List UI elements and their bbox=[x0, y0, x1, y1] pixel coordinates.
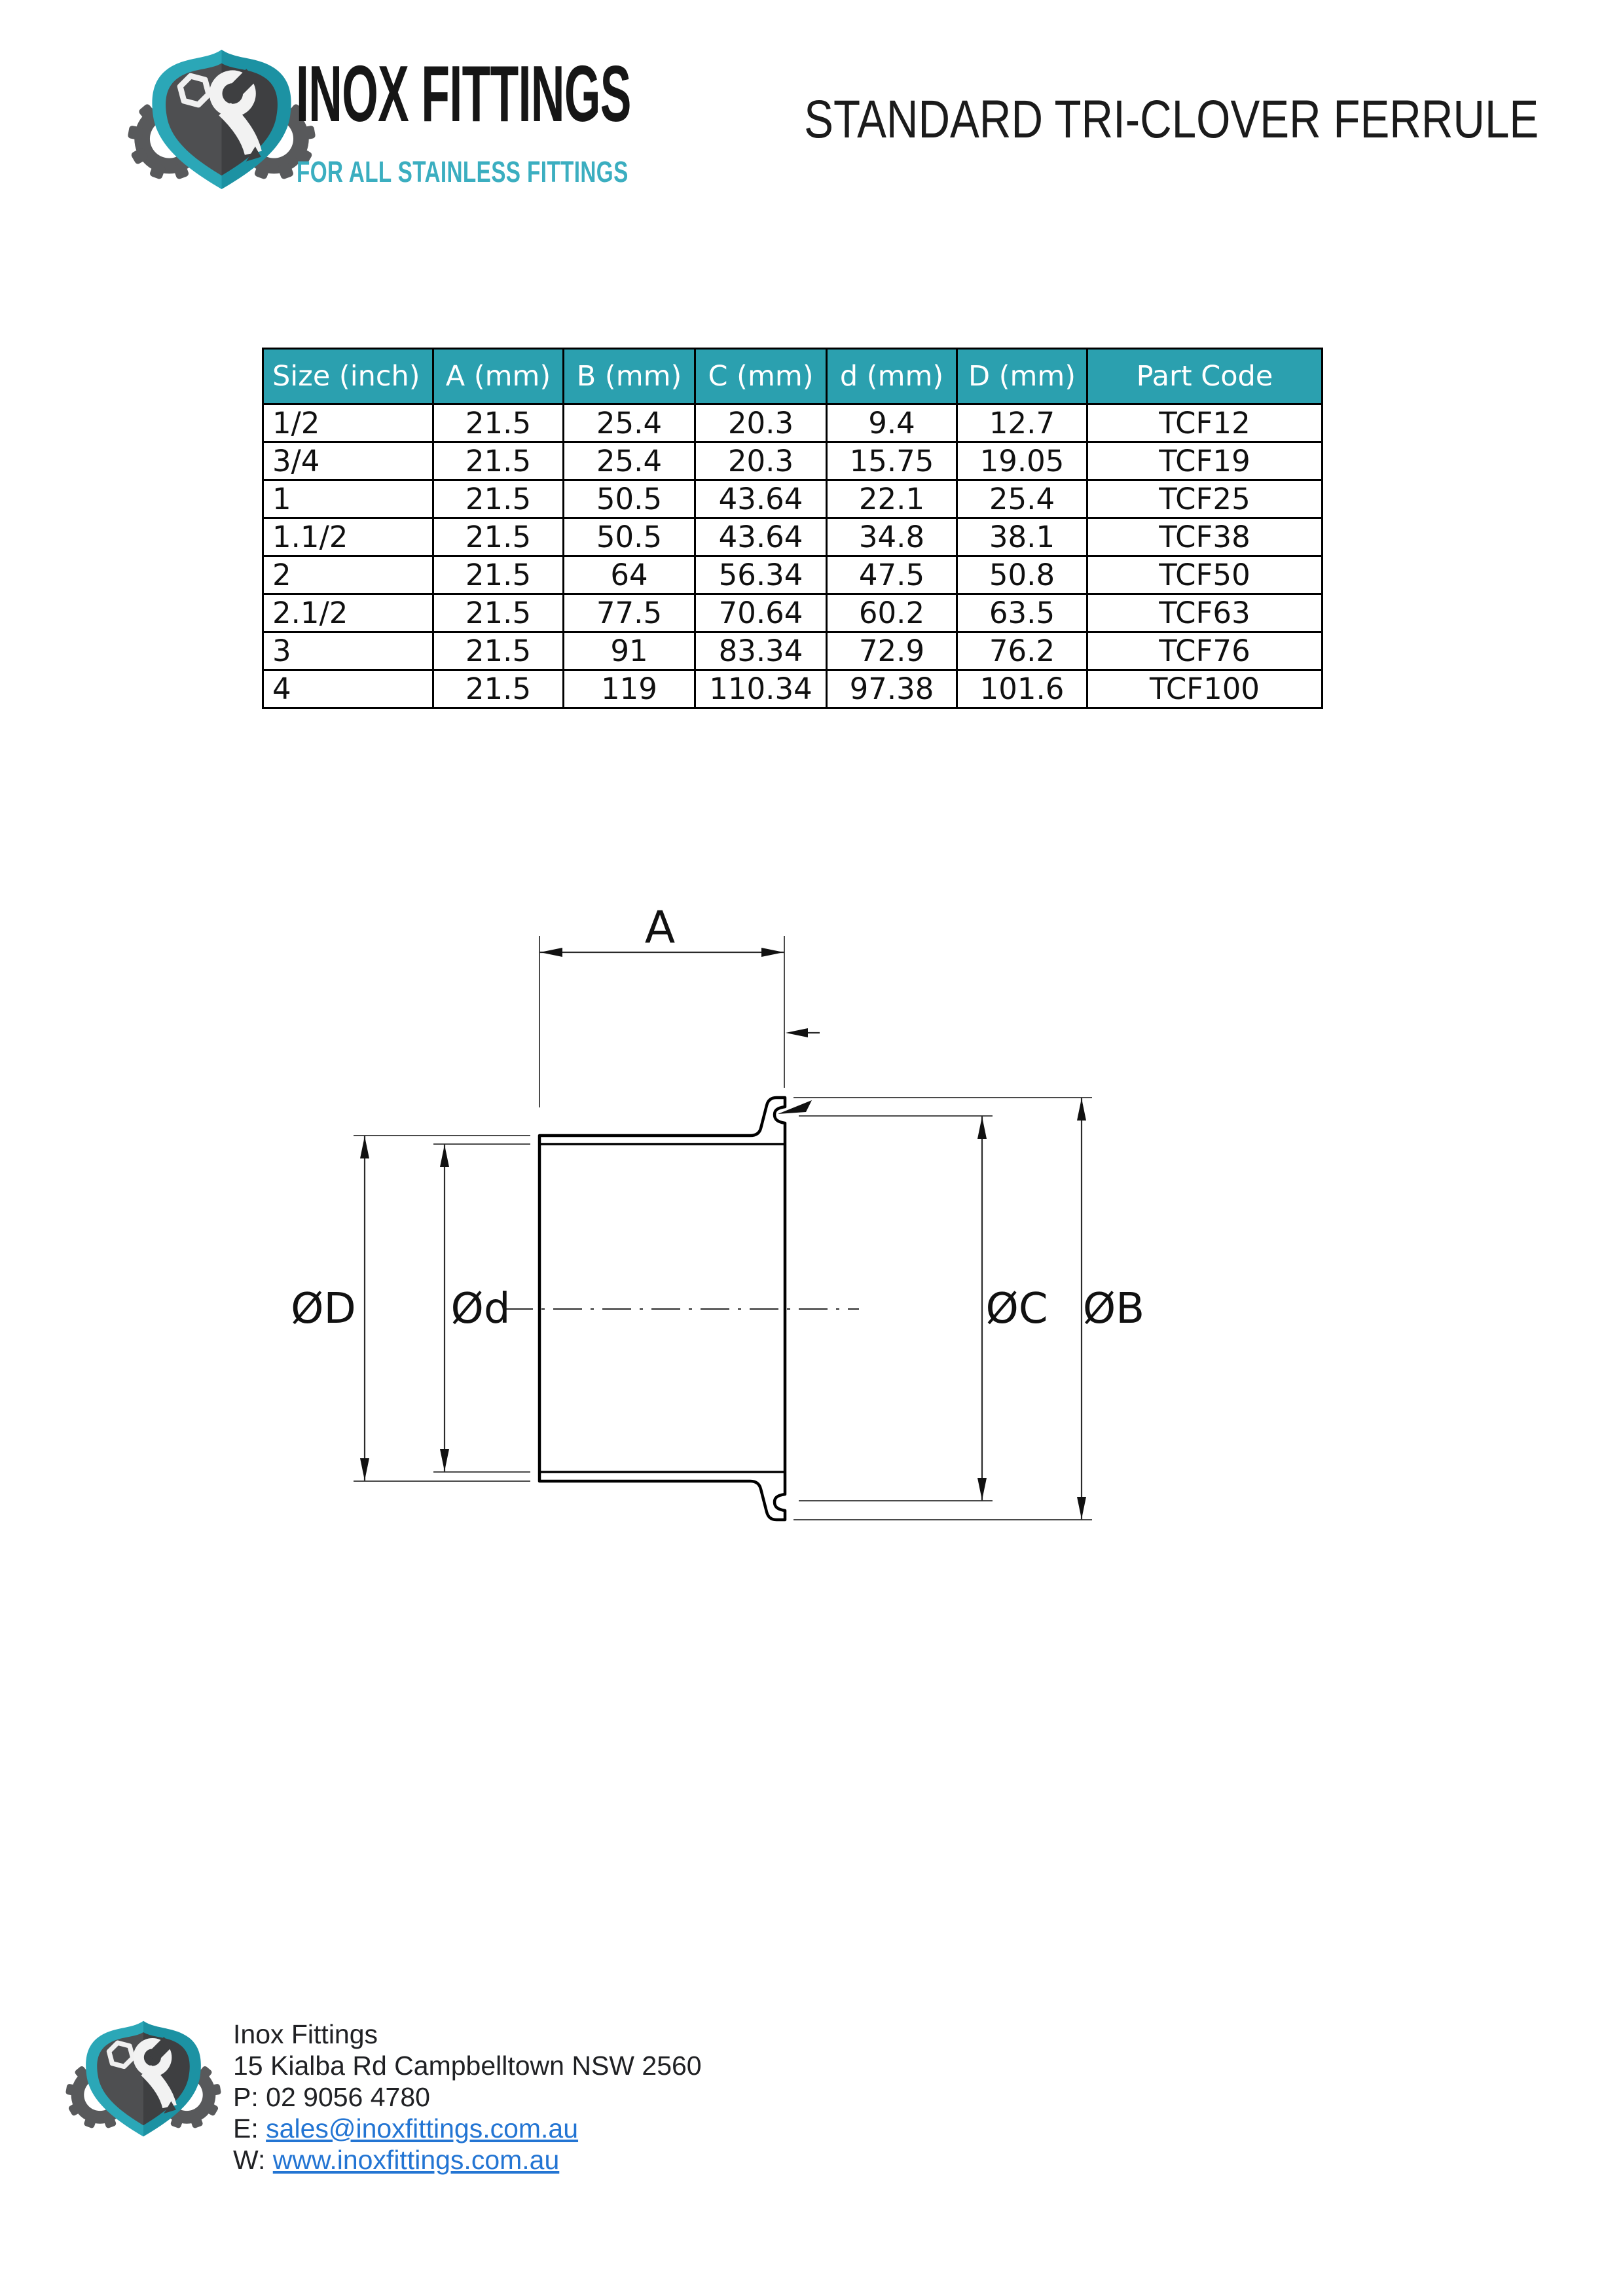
cell-d: 47.5 bbox=[827, 556, 957, 594]
dimension-table bbox=[262, 348, 1323, 709]
cell-b: 119 bbox=[564, 670, 695, 708]
cell-b: 25.4 bbox=[564, 404, 695, 442]
col-header-b: B (mm) bbox=[564, 349, 695, 404]
table-row bbox=[263, 594, 1322, 632]
cell-a: 21.5 bbox=[433, 518, 564, 556]
cell-dd: 38.1 bbox=[957, 518, 1087, 556]
web-label: W: bbox=[233, 2145, 266, 2175]
footer-phone-line bbox=[233, 2081, 702, 2113]
footer-web-line bbox=[233, 2144, 702, 2176]
cell-a: 21.5 bbox=[433, 556, 564, 594]
arrowhead-icon bbox=[440, 1145, 449, 1167]
cell-partcode: TCF50 bbox=[1087, 556, 1322, 594]
cell-c: 83.34 bbox=[695, 632, 827, 670]
brand-tagline: FOR ALL STAINLESS FITTINGS bbox=[297, 155, 629, 188]
dim-label-oc: ØC bbox=[985, 1285, 1048, 1333]
cell-c: 20.3 bbox=[695, 404, 827, 442]
cell-partcode: TCF76 bbox=[1087, 632, 1322, 670]
footer-address: 15 Kialba Rd Campbelltown NSW 2560 bbox=[233, 2051, 702, 2081]
cell-a: 21.5 bbox=[433, 670, 564, 708]
cell-b: 77.5 bbox=[564, 594, 695, 632]
arrowhead-icon bbox=[761, 948, 784, 957]
cell-b: 64 bbox=[564, 556, 695, 594]
cell-size: 1.1/2 bbox=[263, 518, 433, 556]
arrowhead-icon bbox=[786, 1028, 808, 1037]
cell-c: 20.3 bbox=[695, 442, 827, 480]
col-header-size: Size (inch) bbox=[263, 349, 433, 404]
col-header-a: A (mm) bbox=[433, 349, 564, 404]
dim-label-ob: ØB bbox=[1082, 1285, 1145, 1333]
cell-c: 56.34 bbox=[695, 556, 827, 594]
cell-partcode: TCF19 bbox=[1087, 442, 1322, 480]
dim-label-id: Ød bbox=[450, 1285, 511, 1333]
footer-contact-block bbox=[233, 2018, 702, 2176]
brand-name: INOX FITTINGS bbox=[296, 49, 631, 138]
cell-partcode: TCF12 bbox=[1087, 404, 1322, 442]
table-row bbox=[263, 404, 1322, 442]
cell-dd: 25.4 bbox=[957, 480, 1087, 518]
website-link[interactable]: www.inoxfittings.com.au bbox=[272, 2145, 560, 2175]
cell-size: 3/4 bbox=[263, 442, 433, 480]
cell-d: 22.1 bbox=[827, 480, 957, 518]
cell-b: 25.4 bbox=[564, 442, 695, 480]
cell-size: 2 bbox=[263, 556, 433, 594]
table-row bbox=[263, 442, 1322, 480]
cell-partcode: TCF25 bbox=[1087, 480, 1322, 518]
cell-d: 72.9 bbox=[827, 632, 957, 670]
ferrule-technical-drawing bbox=[282, 884, 1185, 1577]
arrowhead-icon bbox=[1077, 1098, 1086, 1121]
cell-size: 1/2 bbox=[263, 404, 433, 442]
cell-size: 2.1/2 bbox=[263, 594, 433, 632]
col-header-d-small: d (mm) bbox=[827, 349, 957, 404]
cell-a: 21.5 bbox=[433, 594, 564, 632]
cell-partcode: TCF63 bbox=[1087, 594, 1322, 632]
cell-d: 34.8 bbox=[827, 518, 957, 556]
footer-logo bbox=[65, 2015, 221, 2138]
cell-c: 43.64 bbox=[695, 518, 827, 556]
footer-company: Inox Fittings bbox=[233, 2019, 378, 2049]
col-header-c: C (mm) bbox=[695, 349, 827, 404]
table-row bbox=[263, 480, 1322, 518]
cell-dd: 12.7 bbox=[957, 404, 1087, 442]
footer-email-line bbox=[233, 2113, 702, 2144]
cell-dd: 101.6 bbox=[957, 670, 1087, 708]
arrowhead-icon bbox=[540, 948, 562, 957]
phone-label: P: bbox=[233, 2082, 259, 2112]
cell-size: 1 bbox=[263, 480, 433, 518]
cell-dd: 63.5 bbox=[957, 594, 1087, 632]
page-title: STANDARD TRI-CLOVER FERRULE bbox=[804, 90, 1539, 149]
company-logo bbox=[128, 42, 316, 190]
email-label: E: bbox=[233, 2113, 259, 2144]
col-header-partcode: Part Code bbox=[1087, 349, 1322, 404]
dim-label-a: A bbox=[644, 902, 676, 954]
cell-a: 21.5 bbox=[433, 404, 564, 442]
col-header-d-big: D (mm) bbox=[957, 349, 1087, 404]
arrowhead-icon bbox=[360, 1458, 369, 1480]
cell-a: 21.5 bbox=[433, 480, 564, 518]
cell-a: 21.5 bbox=[433, 442, 564, 480]
table-row bbox=[263, 670, 1322, 708]
email-link[interactable]: sales@inoxfittings.com.au bbox=[266, 2113, 579, 2144]
cell-dd: 19.05 bbox=[957, 442, 1087, 480]
cell-a: 21.5 bbox=[433, 632, 564, 670]
cell-size: 3 bbox=[263, 632, 433, 670]
table-row bbox=[263, 632, 1322, 670]
phone-number: 02 9056 4780 bbox=[266, 2082, 430, 2112]
arrowhead-icon bbox=[1077, 1497, 1086, 1519]
cell-dd: 50.8 bbox=[957, 556, 1087, 594]
shield-wrench-icon bbox=[128, 50, 316, 189]
cell-d: 9.4 bbox=[827, 404, 957, 442]
cell-d: 15.75 bbox=[827, 442, 957, 480]
cell-b: 91 bbox=[564, 632, 695, 670]
cell-c: 110.34 bbox=[695, 670, 827, 708]
arrowhead-icon bbox=[360, 1136, 369, 1158]
table-row bbox=[263, 518, 1322, 556]
cell-partcode: TCF38 bbox=[1087, 518, 1322, 556]
cell-dd: 76.2 bbox=[957, 632, 1087, 670]
cell-b: 50.5 bbox=[564, 480, 695, 518]
table-row bbox=[263, 556, 1322, 594]
arrowhead-icon bbox=[977, 1117, 987, 1139]
dim-label-od: ØD bbox=[291, 1285, 356, 1333]
arrowhead-icon bbox=[440, 1449, 449, 1471]
cell-partcode: TCF100 bbox=[1087, 670, 1322, 708]
shield-wrench-icon bbox=[65, 2021, 221, 2137]
table-header-row bbox=[263, 349, 1322, 404]
cell-d: 60.2 bbox=[827, 594, 957, 632]
arrowhead-icon bbox=[977, 1478, 987, 1500]
cell-size: 4 bbox=[263, 670, 433, 708]
cell-d: 97.38 bbox=[827, 670, 957, 708]
cell-b: 50.5 bbox=[564, 518, 695, 556]
cell-c: 43.64 bbox=[695, 480, 827, 518]
cell-c: 70.64 bbox=[695, 594, 827, 632]
